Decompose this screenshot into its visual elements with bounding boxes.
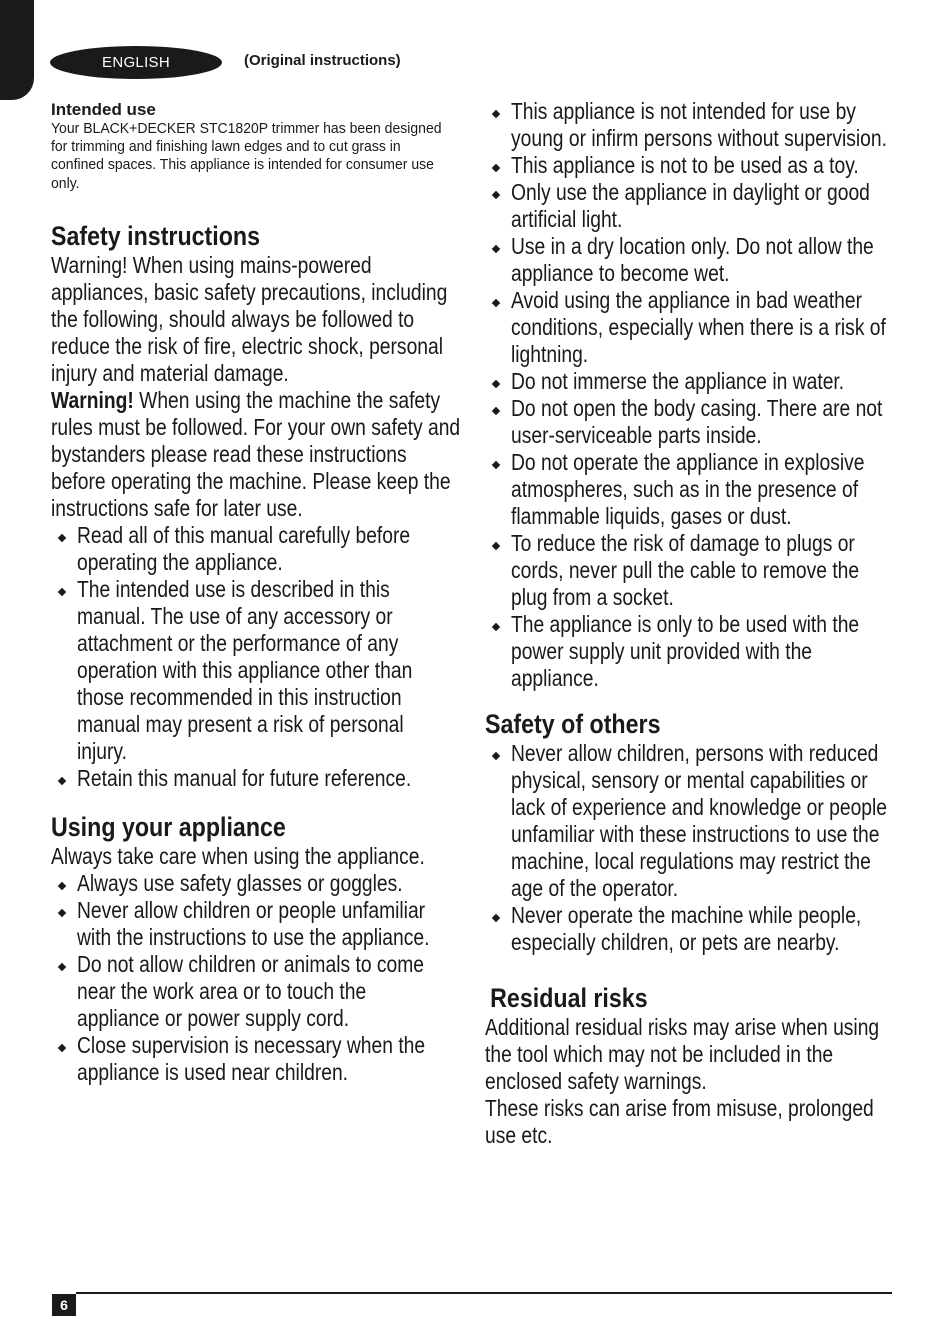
list-item: Read all of this manual carefully before operating the appliance. bbox=[51, 522, 466, 576]
diamond-bullet-icon bbox=[58, 534, 66, 542]
list-item: The appliance is only to be used with the power supply unit provided with the appliance. bbox=[485, 611, 900, 692]
safety-of-others-heading: Safety of others bbox=[485, 709, 661, 739]
using-appliance-intro: Always take care when using the appliance. bbox=[51, 842, 425, 869]
list-item: Use in a dry location only. Do not allow the appliance to become wet. bbox=[485, 233, 900, 287]
diamond-bullet-icon bbox=[58, 882, 66, 890]
diamond-bullet-icon bbox=[492, 752, 500, 760]
list-item: This appliance is not intended for use by young or infirm persons without supervision. bbox=[485, 98, 900, 152]
list-item: Avoid using the appliance in bad weather conditions, especially when there is a risk of lightning. bbox=[485, 287, 900, 368]
footer-rule bbox=[76, 1292, 892, 1294]
warning-body: When using the machine the safety rules must be followed. For your own safety and bystanders please read these instructions before operating the machine. Please keep the instructions safe for later use. bbox=[51, 386, 461, 521]
diamond-bullet-icon bbox=[58, 909, 66, 917]
warning-paragraph-2 bbox=[51, 387, 466, 522]
diamond-bullet-icon bbox=[492, 623, 500, 631]
list-item: Close supervision is necessary when the appliance is used near children. bbox=[51, 1032, 466, 1086]
list-item: Never operate the machine while people, especially children, or pets are nearby. bbox=[485, 902, 900, 956]
diamond-bullet-icon bbox=[492, 191, 500, 199]
diamond-bullet-icon bbox=[492, 461, 500, 469]
residual-risks-heading: Residual risks bbox=[490, 983, 648, 1013]
original-instructions-note: (Original instructions) bbox=[244, 52, 401, 69]
diamond-bullet-icon bbox=[58, 1044, 66, 1052]
list-item: Never allow children, persons with reduced physical, sensory or mental capabilities or lack of experience and knowledge or people unfamiliar with these instructions to use the machine, local regulations may restrict the age of the operator. bbox=[485, 740, 900, 902]
corner-tab bbox=[0, 0, 34, 100]
residual-risks-paragraph-2: These risks can arise from misuse, prolonged use etc. bbox=[485, 1095, 874, 1148]
diamond-bullet-icon bbox=[58, 777, 66, 785]
diamond-bullet-icon bbox=[492, 299, 500, 307]
using-bullet-list bbox=[51, 870, 466, 1086]
list-item: Do not open the body casing. There are not user-serviceable parts inside. bbox=[485, 395, 900, 449]
list-item: Do not allow children or animals to come near the work area or to touch the appliance or power supply cord. bbox=[51, 951, 466, 1032]
residual-risks-paragraph-1: Additional residual risks may arise when using the tool which may not be included in the enclosed safety warnings. bbox=[485, 1014, 880, 1094]
list-item: Only use the appliance in daylight or good artificial light. bbox=[485, 179, 900, 233]
language-badge bbox=[50, 46, 222, 79]
list-item: Always use safety glasses or goggles. bbox=[51, 870, 466, 897]
diamond-bullet-icon bbox=[58, 588, 66, 596]
intended-use-heading: Intended use bbox=[51, 100, 156, 119]
page-number: 6 bbox=[52, 1294, 76, 1316]
list-item: To reduce the risk of damage to plugs or cords, never pull the cable to remove the plug from a socket. bbox=[485, 530, 900, 611]
left-column bbox=[51, 98, 466, 1086]
diamond-bullet-icon bbox=[492, 407, 500, 415]
diamond-bullet-icon bbox=[58, 963, 66, 971]
diamond-bullet-icon bbox=[492, 164, 500, 172]
intended-use-body: Your BLACK+DECKER STC1820P trimmer has been designed for trimming and finishing lawn edges and to cut grass in confined spaces. This appliance is intended for consumer use only. bbox=[51, 121, 442, 192]
appliance-bullet-list bbox=[485, 98, 900, 692]
warning-label: Warning! bbox=[51, 386, 134, 413]
diamond-bullet-icon bbox=[492, 380, 500, 388]
language-label: ENGLISH bbox=[102, 54, 170, 71]
diamond-bullet-icon bbox=[492, 110, 500, 118]
list-item: Never allow children or people unfamiliar with the instructions to use the appliance. bbox=[51, 897, 466, 951]
list-item: The intended use is described in this manual. The use of any accessory or attachment or the performance of any operation with this appliance other than those recommended in this instruction manual may present a risk of personal injury. bbox=[51, 576, 466, 765]
others-bullet-list bbox=[485, 740, 900, 956]
list-item: This appliance is not to be used as a toy. bbox=[485, 152, 900, 179]
safety-bullet-list bbox=[51, 522, 466, 792]
diamond-bullet-icon bbox=[492, 914, 500, 922]
list-item: Do not operate the appliance in explosive atmospheres, such as in the presence of flammable liquids, gases or dust. bbox=[485, 449, 900, 530]
warning-paragraph-1: Warning! When using mains-powered appliances, basic safety precautions, including the following, should always be followed to reduce the risk of fire, electric shock, personal injury and material damage. bbox=[51, 251, 448, 386]
right-column bbox=[485, 98, 900, 1149]
diamond-bullet-icon bbox=[492, 542, 500, 550]
diamond-bullet-icon bbox=[492, 245, 500, 253]
list-item: Do not immerse the appliance in water. bbox=[485, 368, 900, 395]
safety-instructions-heading: Safety instructions bbox=[51, 220, 261, 251]
list-item: Retain this manual for future reference. bbox=[51, 765, 466, 792]
using-appliance-heading: Using your appliance bbox=[51, 811, 286, 842]
